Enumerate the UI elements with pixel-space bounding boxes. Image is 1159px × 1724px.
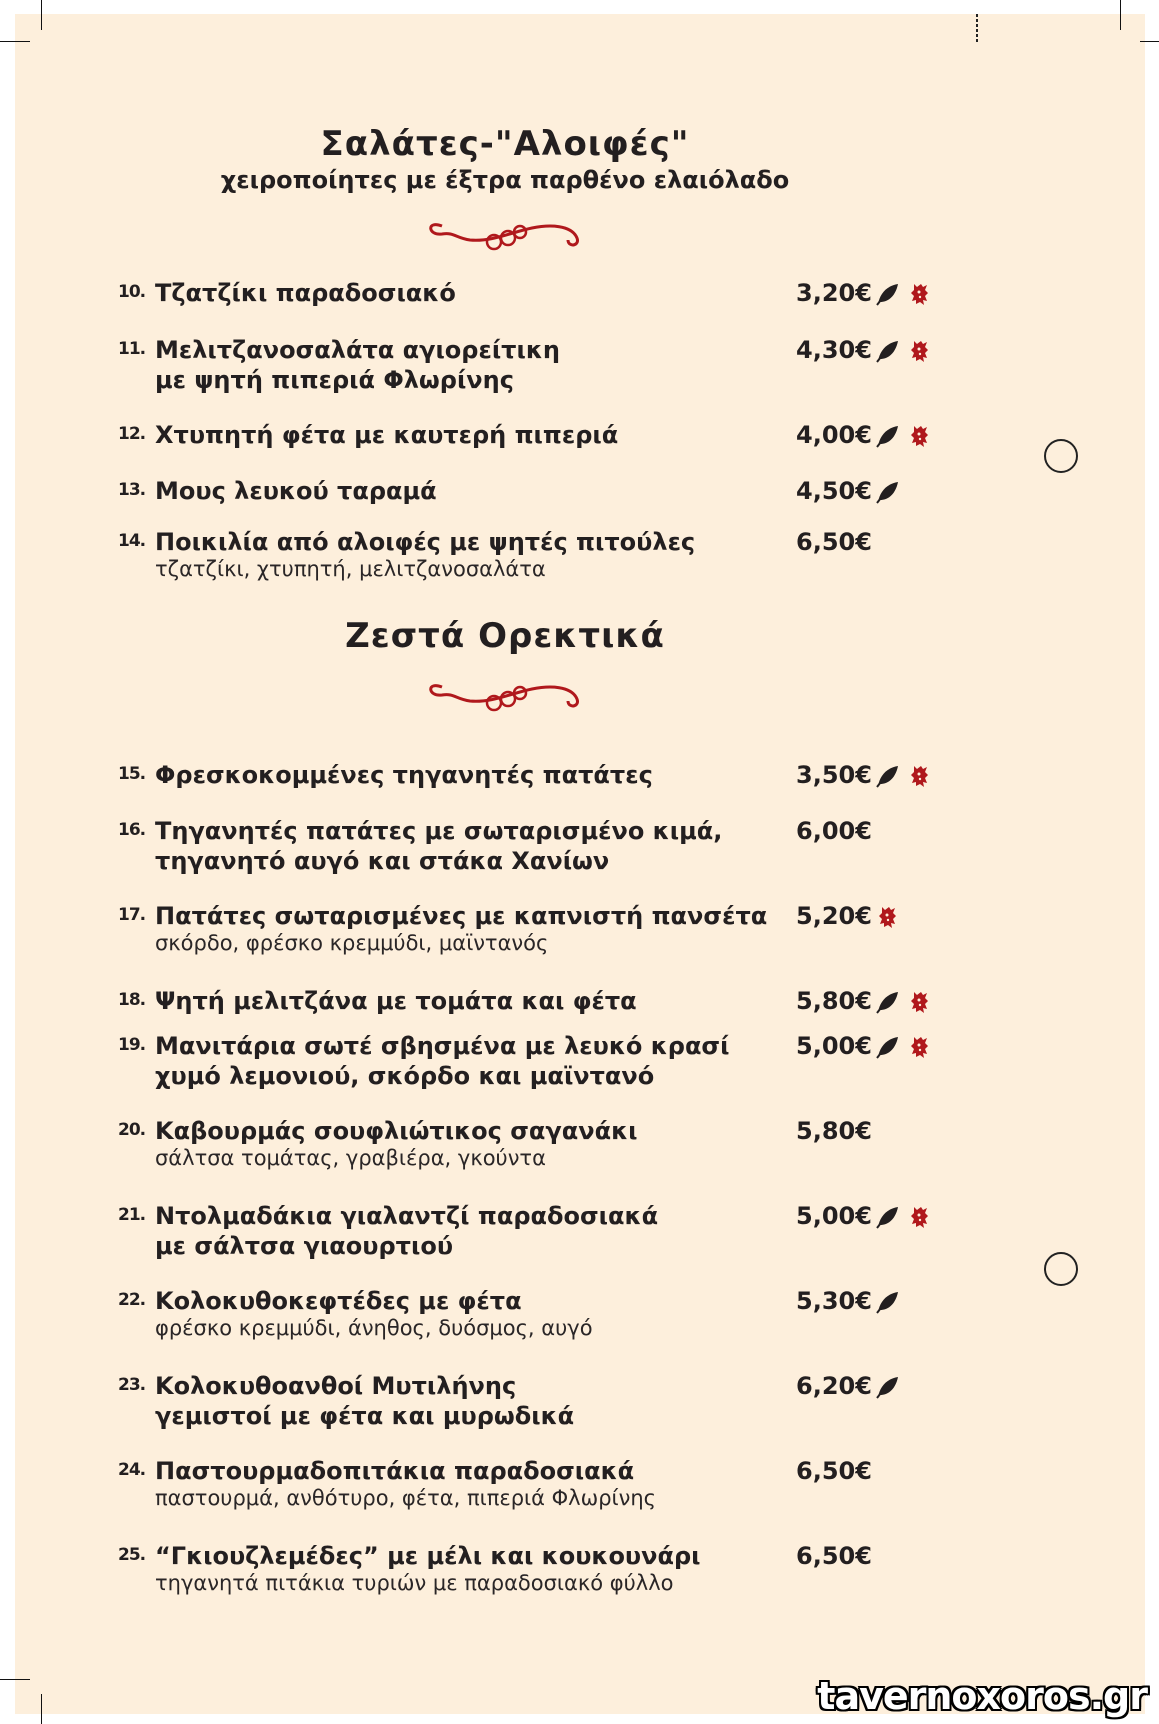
item-name-line: Κολοκυθοανθοί Μυτιλήνης: [155, 1372, 517, 1400]
item-number: 20.: [118, 1120, 146, 1140]
dietary-icons: [874, 905, 900, 929]
item-description: τζατζίκι, χτυπητή, μελιτζανοσαλάτα: [155, 557, 546, 581]
item-number: 24.: [118, 1460, 146, 1480]
item-price: 5,00€: [796, 1032, 872, 1060]
gluten-free-icon: [906, 990, 932, 1014]
ornament-divider: [422, 673, 592, 717]
item-name: [155, 335, 560, 395]
item-name-line: τηγανητό αυγό και στάκα Χανίων: [155, 847, 610, 875]
item-description: παστουρμά, ανθότυρο, φέτα, πιπεριά Φλωρίνης: [155, 1486, 656, 1510]
dietary-icons: [874, 339, 932, 363]
item-price: 5,80€: [796, 987, 872, 1015]
item-name-line: Τηγανητές πατάτες με σωταρισμένο κιμά,: [155, 817, 723, 845]
leaf-icon: [874, 339, 900, 363]
gluten-free-icon: [906, 1035, 932, 1059]
item-name: [155, 760, 653, 790]
item-number: 11.: [118, 339, 146, 359]
item-name-line: Ποικιλία από αλοιφές με ψητές πιτούλες: [155, 528, 696, 556]
item-price: 5,00€: [796, 1202, 872, 1230]
section-title-salads: Σαλάτες-"Αλοιφές": [320, 124, 690, 164]
item-number: 22.: [118, 1290, 146, 1310]
item-name: [155, 1201, 658, 1261]
leaf-icon: [874, 1205, 900, 1229]
item-number: 10.: [118, 282, 146, 302]
ornament-divider: [422, 212, 592, 256]
item-price: 5,80€: [796, 1117, 872, 1145]
crop-mark: [41, 0, 42, 30]
item-name: [155, 1371, 574, 1431]
item-price: 5,20€: [796, 902, 872, 930]
item-name-line: Μελιτζανοσαλάτα αγιορείτικη: [155, 336, 560, 364]
item-name: [155, 901, 767, 931]
item-number: 21.: [118, 1205, 146, 1225]
item-description: φρέσκο κρεμμύδι, άνηθος, δυόσμος, αυγό: [155, 1316, 593, 1340]
dietary-icons: [874, 764, 932, 788]
item-number: 17.: [118, 905, 146, 925]
item-number: 13.: [118, 480, 146, 500]
gluten-free-icon: [874, 905, 900, 929]
dietary-icons: [874, 1375, 900, 1399]
item-name: [155, 816, 722, 876]
item-number: 14.: [118, 531, 146, 551]
item-number: 12.: [118, 424, 146, 444]
leaf-icon: [874, 990, 900, 1014]
item-name: [155, 1116, 637, 1146]
item-name-line: Ψητή μελιτζάνα με τομάτα και φέτα: [155, 987, 637, 1015]
item-name-line: Κολοκυθοκεφτέδες με φέτα: [155, 1287, 522, 1315]
crop-mark: [0, 41, 30, 42]
item-name-line: Χτυπητή φέτα με καυτερή πιπεριά: [155, 421, 619, 449]
leaf-icon: [874, 1375, 900, 1399]
section-subtitle-salads: χειροποίητες με έξτρα παρθένο ελαιόλαδο: [220, 166, 790, 194]
item-name-line: Ντολμαδάκια γιαλαντζί παραδοσιακά: [155, 1202, 659, 1230]
item-name: [155, 1456, 634, 1486]
leaf-icon: [874, 1035, 900, 1059]
item-name: [155, 1286, 522, 1316]
item-name: [155, 527, 695, 557]
item-number: 16.: [118, 820, 146, 840]
item-price: 6,20€: [796, 1372, 872, 1400]
dietary-icons: [874, 1205, 932, 1229]
gluten-free-icon: [906, 764, 932, 788]
item-description: τηγανητά πιτάκια τυριών με παραδοσιακό φύλλο: [155, 1571, 674, 1595]
item-name-line: Πατάτες σωταρισμένες με καπνιστή πανσέτα: [155, 902, 768, 930]
leaf-icon: [874, 282, 900, 306]
item-number: 15.: [118, 764, 146, 784]
gluten-free-icon: [906, 282, 932, 306]
item-price: 6,50€: [796, 1542, 872, 1570]
item-name-line: Μανιτάρια σωτέ σβησμένα με λευκό κρασί: [155, 1032, 730, 1060]
item-price: 6,00€: [796, 817, 872, 845]
item-price: 6,50€: [796, 528, 872, 556]
gluten-free-icon: [906, 424, 932, 448]
item-name-line: Καβουρμάς σουφλιώτικος σαγανάκι: [155, 1117, 638, 1145]
item-name-line: Μους λευκού ταραμά: [155, 477, 437, 505]
dietary-icons: [874, 424, 932, 448]
leaf-icon: [874, 480, 900, 504]
item-name: [155, 278, 456, 308]
item-name-line: χυμό λεμονιού, σκόρδο και μαϊντανό: [155, 1062, 655, 1090]
fold-mark: [976, 14, 978, 44]
item-name: [155, 1541, 701, 1571]
item-name: [155, 420, 618, 450]
watermark: tavernoxoros.gr: [817, 1674, 1147, 1718]
item-name-line: με ψητή πιπεριά Φλωρίνης: [155, 366, 514, 394]
item-name-line: γεμιστοί με φέτα και μυρωδικά: [155, 1402, 575, 1430]
item-name-line: “Γκιουζλεμέδες” με μέλι και κουκουνάρι: [155, 1542, 701, 1570]
binder-hole-marker: [1044, 439, 1078, 473]
item-price: 6,50€: [796, 1457, 872, 1485]
binder-hole-marker: [1044, 1252, 1078, 1286]
item-price: 4,50€: [796, 477, 872, 505]
crop-mark: [1140, 41, 1159, 42]
leaf-icon: [874, 424, 900, 448]
item-number: 23.: [118, 1375, 146, 1395]
dietary-icons: [874, 990, 932, 1014]
item-price: 4,00€: [796, 421, 872, 449]
crop-mark: [0, 1679, 30, 1680]
leaf-icon: [874, 764, 900, 788]
dietary-icons: [874, 282, 932, 306]
crop-mark: [41, 1694, 42, 1724]
item-name: [155, 986, 637, 1016]
crop-mark: [1120, 0, 1121, 30]
item-name: [155, 1031, 729, 1091]
item-number: 25.: [118, 1545, 146, 1565]
item-price: 5,30€: [796, 1287, 872, 1315]
gluten-free-icon: [906, 1205, 932, 1229]
item-description: σάλτσα τομάτας, γραβιέρα, γκούντα: [155, 1146, 546, 1170]
leaf-icon: [874, 1290, 900, 1314]
item-name-line: Φρεσκοκομμένες τηγανητές πατάτες: [155, 761, 653, 789]
item-name-line: Παστουρμαδοπιτάκια παραδοσιακά: [155, 1457, 635, 1485]
section-title-hot-appetizers: Ζεστά Ορεκτικά: [345, 616, 665, 656]
dietary-icons: [874, 1035, 932, 1059]
item-number: 18.: [118, 990, 146, 1010]
item-number: 19.: [118, 1035, 146, 1055]
item-price: 3,50€: [796, 761, 872, 789]
item-name: [155, 476, 437, 506]
item-name-line: Τζατζίκι παραδοσιακό: [155, 279, 456, 307]
item-price: 3,20€: [796, 279, 872, 307]
item-description: σκόρδο, φρέσκο κρεμμύδι, μαϊντανός: [155, 931, 549, 955]
item-price: 4,30€: [796, 336, 872, 364]
item-name-line: με σάλτσα γιαουρτιού: [155, 1232, 454, 1260]
gluten-free-icon: [906, 339, 932, 363]
dietary-icons: [874, 1290, 900, 1314]
dietary-icons: [874, 480, 900, 504]
